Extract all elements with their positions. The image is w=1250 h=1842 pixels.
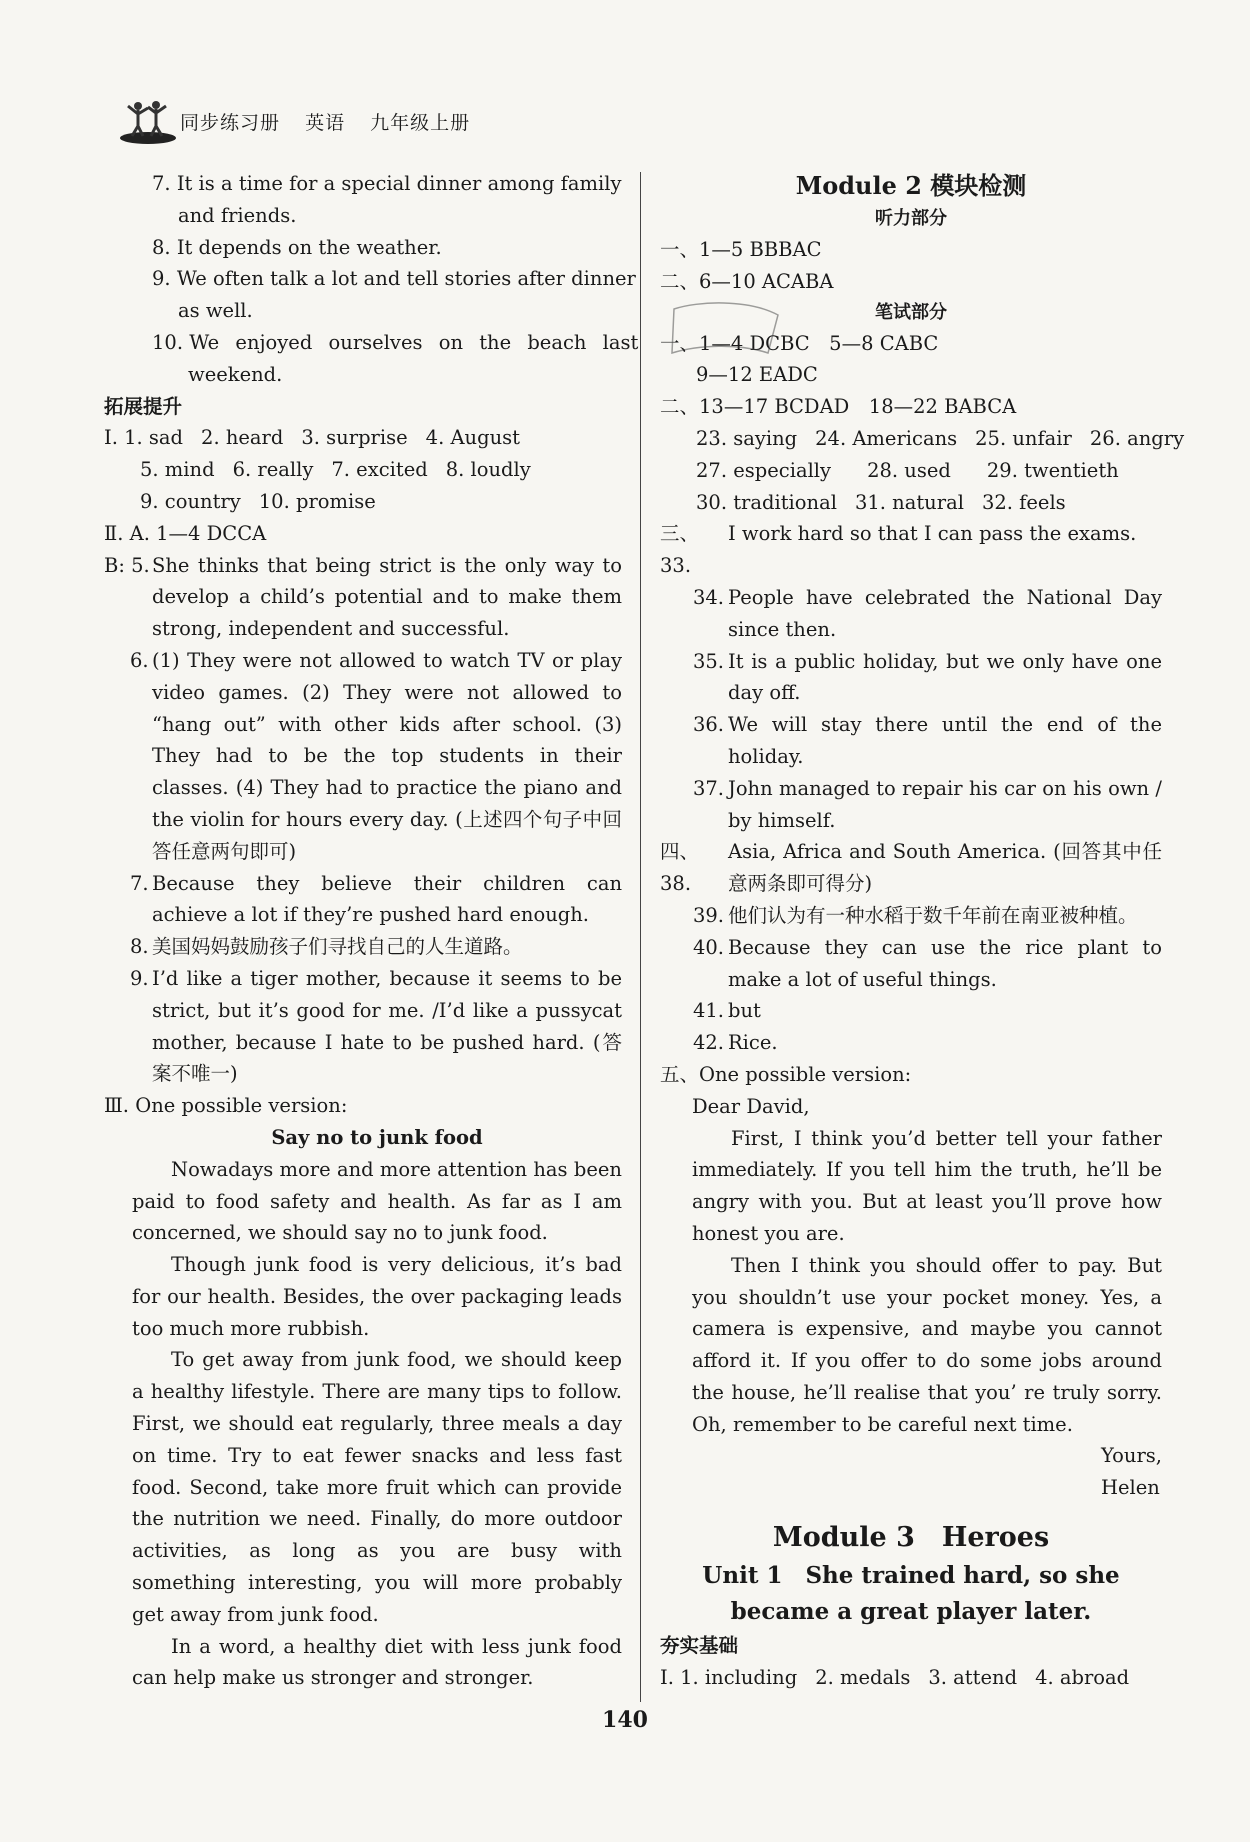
left-column [104, 168, 639, 1694]
part4-item: 39. 他们认为有一种水稻于数千年前在南亚被种植。 [692, 903, 1138, 927]
part2-answer: 二、13—17 BCDAD 18—22 BABCA [660, 395, 1017, 419]
reading-b8: 8. 美国妈妈鼓励孩子们寻找自己的人生道路。 [130, 935, 523, 959]
part1-answer: 9—12 EADC [696, 363, 818, 387]
essay-paragraph: Though junk food is very delicious, it’s bad for our health. Besides, the over packaging leads too much more rubbish. [132, 1253, 622, 1340]
series-name: 同步练习册 [180, 112, 281, 134]
listening-heading: 听力部分 [875, 208, 947, 229]
answer-item: 9. We often talk a lot and tell stories after dinner as well. [152, 267, 636, 323]
written-heading: 笔试部分 [875, 301, 947, 323]
letter-paragraph: First, I think you’d better tell your father immediately. If you tell him the truth, he’ll be angry with you. But at least you’ll prove how honest you are. [692, 1126, 1162, 1245]
module2-title: Module 2 模块检测 [795, 171, 1027, 200]
section-heading: 拓展提升 [104, 394, 183, 418]
basics-answers: Ⅰ. 1. including 2. medals 3. attend 4. abroad [660, 1665, 1130, 1689]
part4-item: 40. Because they can use the rice plant to make a lot of useful things. [692, 935, 1162, 991]
stamp-mark-icon [668, 295, 786, 359]
right-column [660, 168, 1185, 1694]
unit1-title: became a great player later. [730, 1598, 1092, 1626]
part2-row: 23. saying 24. Americans 25. unfair 26. angry [696, 426, 1185, 450]
essay-title: Say no to junk food [271, 1125, 483, 1149]
answer-item: 7. It is a time for a special dinner among family and friends. [152, 172, 622, 227]
subject-name: 英语 [305, 112, 346, 134]
reading-b9: 9. I’d like a tiger mother, because it seems to be strict, but it’s good for me. /I’d like a pussycat mother, because I hate to be pushed hard. (答案不唯一) [130, 966, 622, 1086]
part4-item: 四、38. Asia, Africa and South America. (回答其中任意两条即可得分) [660, 840, 1162, 896]
letter-greeting: Dear David, [692, 1094, 810, 1118]
essay-paragraph: Nowadays more and more attention has been paid to food safety and health. As far as I am concerned, we should say no to junk food. [132, 1157, 622, 1245]
listening-answer: 一、1—5 BBBAC [660, 238, 822, 261]
reading-b5: B: 5. She thinks that being strict is the only way to develop a child’s potential and to make them strong, independent and successful. [104, 553, 622, 641]
page-number: 140 [602, 1707, 648, 1733]
part4-item: 41. but [692, 999, 761, 1023]
reading-a-answers: Ⅱ. A. 1—4 DCCA [104, 521, 267, 545]
part3-item: 34. People have celebrated the National Day since then. [692, 585, 1162, 641]
part5-label: 五、One possible version: [660, 1062, 912, 1086]
grade-name: 九年级上册 [370, 112, 471, 134]
basics-heading: 夯实基础 [660, 1634, 739, 1658]
answer-item: 10. We enjoyed ourselves on the beach last weekend. [152, 330, 639, 386]
part4-item: 42. Rice. [692, 1031, 778, 1055]
writing-label: Ⅲ. One possible version: [104, 1094, 348, 1118]
unit1-title: Unit 1 She trained hard, so she [702, 1562, 1120, 1590]
book-series-logo-icon [118, 96, 178, 146]
part1-answer: 一、1—4 DCBC 5—8 CABC [660, 331, 939, 355]
answer-item: 8. It depends on the weather. [152, 235, 442, 259]
reading-b7: 7. Because they believe their children can achieve a lot if they’re pushed hard enough. [130, 871, 622, 927]
part2-row: 30. traditional 31. natural 32. feels [696, 490, 1066, 514]
part3-item: 37. John managed to repair his car on his own / by himself. [692, 776, 1162, 832]
essay-paragraph: To get away from junk food, we should keep a healthy lifestyle. There are many tips to follow. First, we should eat regularly, three meals a day on time. Try to eat fewer snacks and less fast food. Second, take more fruit which can provide the nutrition we need. Finally, do more outdoor activities, as long as you are busy with something interesting, you will more probably get away from junk food. [132, 1348, 622, 1626]
part3-item: 三、33. I work hard so that I can pass the exams. [660, 522, 1137, 578]
letter-closing: Yours, Helen [692, 1440, 1162, 1504]
reading-b6: 6. (1) They were not allowed to watch TV or play video games. (2) They were not allowed to “hang out” with other kids after school. (3) They had to be the top students in their classes. (4) They had to practice the piano and the violin for hours every day. (上述四个句子中回答任意两句即可) [130, 648, 622, 863]
column-divider [640, 172, 641, 1702]
module3-title: Module 3 Heroes [772, 1522, 1050, 1554]
letter-signature: Helen [1100, 1476, 1160, 1500]
letter-paragraph: Then I think you should offer to pay. But you shouldn’t use your pocket money. Yes, a camera is expensive, and maybe you cannot afford it. If you offer to do some jobs around the house, he’ll realise that you’ re truly sorry. Oh, remember to be careful next time. [692, 1253, 1162, 1436]
part3-item: 36. We will stay there until the end of the holiday. [692, 713, 1162, 768]
part2-row: 27. especially 28. used 29. twentieth [696, 458, 1119, 482]
essay-paragraph: In a word, a healthy diet with less junk food can help make us stronger and stronger. [132, 1634, 622, 1690]
part3-item: 35. It is a public holiday, but we only have one day off. [692, 649, 1162, 705]
listening-answer: 二、6—10 ACABA [660, 269, 834, 293]
page-header [118, 96, 718, 146]
vocab-answers: Ⅰ. 1. sad 2. heard 3. surprise 4. August 5. mind 6. really 7. excited 8. loudly 9. country 10. promise [104, 426, 531, 513]
